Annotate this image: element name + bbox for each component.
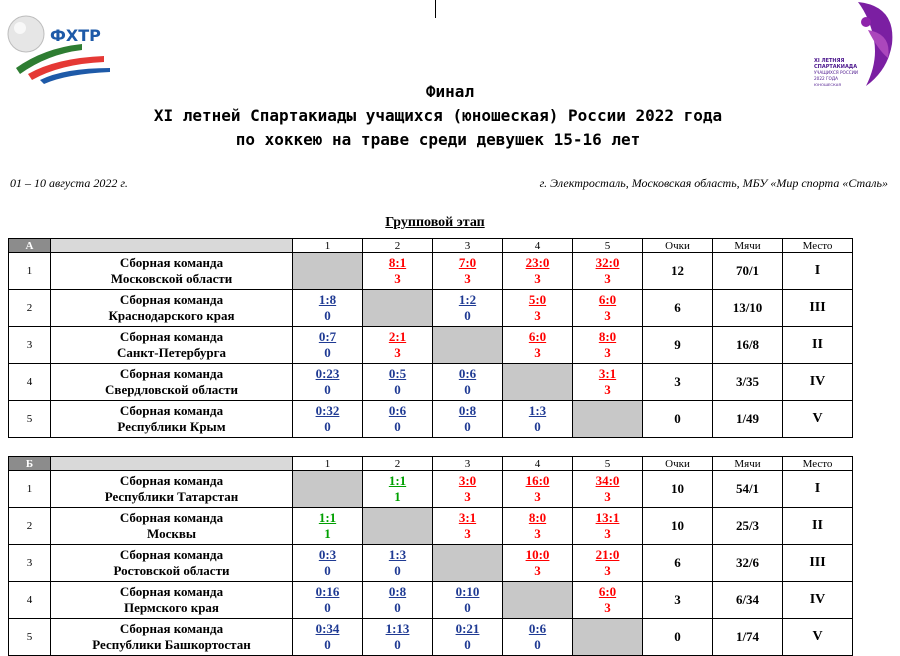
match-points: 0 (394, 600, 401, 615)
match-score: 0:5 (388, 366, 407, 381)
row-number: 2 (9, 290, 51, 327)
match-result-cell (293, 508, 363, 545)
match-score: 1:3 (528, 403, 547, 418)
stage-title: Групповой этап (385, 215, 485, 230)
match-result-cell (293, 545, 363, 582)
row-number: 2 (9, 508, 51, 545)
document-subtitle: XI летней Спартакиады учащихся (юношеская) России 2022 года (153, 106, 723, 125)
column-header: Мячи (713, 457, 783, 471)
final-place: I (783, 471, 853, 508)
match-score: 21:0 (595, 547, 620, 562)
match-points: 3 (534, 563, 541, 578)
team-name (51, 401, 293, 438)
final-place: IV (783, 364, 853, 401)
table-row (9, 401, 853, 438)
match-score: 0:7 (318, 329, 337, 344)
match-result-cell (293, 619, 363, 656)
match-result-cell (503, 619, 573, 656)
match-points: 1 (394, 489, 401, 504)
column-header: 3 (433, 239, 503, 253)
column-header: Очки (643, 239, 713, 253)
final-place: V (783, 619, 853, 656)
match-result-cell (433, 290, 503, 327)
self-match-cell (433, 327, 503, 364)
match-result-cell (363, 619, 433, 656)
spartakiad-logo-line-3: УЧАЩИХСЯ РОССИИ (814, 70, 858, 75)
team-name-line-2: Свердловской области (105, 382, 238, 397)
final-place: II (783, 327, 853, 364)
self-match-cell (363, 508, 433, 545)
match-points: 0 (394, 563, 401, 578)
team-name-line-1: Сборная команда (119, 547, 224, 562)
match-score: 0:10 (455, 584, 480, 599)
match-points: 3 (604, 308, 611, 323)
self-match-cell (573, 401, 643, 438)
event-dates: 01 – 10 августа 2022 г. (10, 176, 128, 190)
final-place: III (783, 545, 853, 582)
total-points: 10 (643, 471, 713, 508)
total-points: 9 (643, 327, 713, 364)
team-name-line-2: Ростовской области (113, 563, 230, 578)
match-points: 0 (324, 637, 331, 652)
column-header: 4 (503, 457, 573, 471)
match-score: 8:0 (598, 329, 617, 344)
self-match-cell (503, 364, 573, 401)
match-points: 0 (534, 637, 541, 652)
final-place: II (783, 508, 853, 545)
column-header: Место (783, 239, 853, 253)
match-points: 0 (464, 419, 471, 434)
match-points: 0 (324, 382, 331, 397)
self-match-cell (433, 545, 503, 582)
team-name-line-1: Сборная команда (119, 473, 224, 488)
match-score: 6:0 (528, 329, 547, 344)
match-points: 0 (324, 563, 331, 578)
match-result-cell (363, 253, 433, 290)
match-points: 3 (604, 382, 611, 397)
match-result-cell (363, 471, 433, 508)
team-name (51, 290, 293, 327)
match-score: 8:0 (528, 510, 547, 525)
row-number: 4 (9, 582, 51, 619)
match-points: 0 (394, 637, 401, 652)
team-name-line-1: Сборная команда (119, 366, 224, 381)
goals-ratio: 32/6 (713, 545, 783, 582)
match-score: 5:0 (528, 292, 547, 307)
match-points: 3 (464, 526, 471, 541)
team-name-line-1: Сборная команда (119, 510, 224, 525)
match-result-cell (433, 619, 503, 656)
table-row (9, 582, 853, 619)
match-points: 3 (394, 271, 401, 286)
match-score: 7:0 (458, 255, 477, 270)
match-points: 0 (534, 419, 541, 434)
match-result-cell (433, 508, 503, 545)
match-points: 3 (534, 271, 541, 286)
match-result-cell (433, 582, 503, 619)
group-label: А (9, 239, 51, 253)
row-number: 3 (9, 545, 51, 582)
match-score: 0:6 (528, 621, 547, 636)
match-points: 3 (604, 271, 611, 286)
match-points: 0 (394, 419, 401, 434)
team-name (51, 253, 293, 290)
self-match-cell (293, 253, 363, 290)
match-points: 3 (604, 600, 611, 615)
column-header: 2 (363, 457, 433, 471)
match-result-cell (573, 471, 643, 508)
match-score: 13:1 (595, 510, 620, 525)
document-title: Финал (425, 82, 475, 101)
goals-ratio: 13/10 (713, 290, 783, 327)
table-row (9, 364, 853, 401)
match-result-cell (363, 401, 433, 438)
team-name-line-1: Сборная команда (119, 621, 224, 636)
column-header: Очки (643, 457, 713, 471)
team-name-line-2: Республики Крым (117, 419, 226, 434)
match-score: 1:2 (458, 292, 477, 307)
table-row (9, 253, 853, 290)
total-points: 0 (643, 401, 713, 438)
spartakiad-logo-line-5: ЮНОШЕСКАЯ (814, 82, 841, 87)
match-points: 3 (464, 489, 471, 504)
group-a-table (8, 238, 853, 438)
match-score: 3:0 (458, 473, 477, 488)
team-name-line-2: Краснодарского края (108, 308, 235, 323)
team-name (51, 582, 293, 619)
match-score: 1:13 (385, 621, 410, 636)
match-result-cell (503, 290, 573, 327)
table-row (9, 619, 853, 656)
match-result-cell (503, 545, 573, 582)
match-score: 1:3 (388, 547, 407, 562)
goals-ratio: 1/74 (713, 619, 783, 656)
match-result-cell (293, 290, 363, 327)
fhtr-logo (4, 14, 124, 84)
match-result-cell (363, 582, 433, 619)
row-number: 1 (9, 471, 51, 508)
team-name (51, 545, 293, 582)
match-points: 0 (394, 382, 401, 397)
match-score: 1:1 (388, 473, 407, 488)
team-name-line-1: Сборная команда (119, 584, 224, 599)
table-row (9, 290, 853, 327)
table-row (9, 327, 853, 364)
match-score: 3:1 (598, 366, 617, 381)
row-number: 1 (9, 253, 51, 290)
team-name (51, 327, 293, 364)
match-result-cell (433, 364, 503, 401)
match-score: 0:32 (315, 403, 340, 418)
match-points: 0 (464, 600, 471, 615)
row-number: 5 (9, 401, 51, 438)
match-result-cell (363, 364, 433, 401)
match-result-cell (503, 401, 573, 438)
match-points: 1 (324, 526, 331, 541)
match-result-cell (433, 471, 503, 508)
self-match-cell (363, 290, 433, 327)
team-name-line-2: Республики Башкортостан (92, 637, 251, 652)
match-score: 16:0 (525, 473, 550, 488)
match-points: 3 (604, 563, 611, 578)
match-score: 0:21 (455, 621, 480, 636)
document-subtitle-2: по хоккею на траве среди девушек 15-16 лет (235, 130, 641, 149)
table-row (9, 508, 853, 545)
top-divider (435, 0, 436, 18)
fhtr-logo-text: ФХТР (50, 26, 101, 45)
match-score: 6:0 (598, 584, 617, 599)
team-name (51, 364, 293, 401)
total-points: 0 (643, 619, 713, 656)
match-result-cell (573, 508, 643, 545)
group-label: Б (9, 457, 51, 471)
match-points: 3 (534, 308, 541, 323)
goals-ratio: 16/8 (713, 327, 783, 364)
match-result-cell (363, 327, 433, 364)
row-number: 4 (9, 364, 51, 401)
match-result-cell (363, 545, 433, 582)
match-score: 8:1 (388, 255, 407, 270)
match-score: 0:3 (318, 547, 337, 562)
team-name-line-1: Сборная команда (119, 403, 224, 418)
match-score: 0:34 (315, 621, 340, 636)
total-points: 12 (643, 253, 713, 290)
total-points: 3 (643, 582, 713, 619)
match-result-cell (573, 327, 643, 364)
match-score: 0:16 (315, 584, 340, 599)
column-header: 5 (573, 457, 643, 471)
row-number: 5 (9, 619, 51, 656)
spartakiad-logo-line-2: СПАРТАКИАДА (814, 64, 858, 70)
goals-ratio: 70/1 (713, 253, 783, 290)
team-name-line-2: Республики Татарстан (104, 489, 239, 504)
column-header: 2 (363, 239, 433, 253)
final-place: I (783, 253, 853, 290)
column-header: Место (783, 457, 853, 471)
match-result-cell (503, 508, 573, 545)
match-score: 1:1 (318, 510, 337, 525)
match-result-cell (503, 253, 573, 290)
final-place: IV (783, 582, 853, 619)
column-header: 4 (503, 239, 573, 253)
match-points: 0 (464, 308, 471, 323)
goals-ratio: 6/34 (713, 582, 783, 619)
match-result-cell (503, 471, 573, 508)
match-score: 32:0 (595, 255, 620, 270)
final-place: V (783, 401, 853, 438)
goals-ratio: 25/3 (713, 508, 783, 545)
match-score: 0:6 (458, 366, 477, 381)
team-name-line-1: Сборная команда (119, 255, 224, 270)
team-name-line-2: Пермского края (124, 600, 219, 615)
total-points: 6 (643, 290, 713, 327)
team-name (51, 508, 293, 545)
match-points: 3 (464, 271, 471, 286)
match-result-cell (293, 582, 363, 619)
goals-ratio: 1/49 (713, 401, 783, 438)
self-match-cell (293, 471, 363, 508)
match-points: 3 (394, 345, 401, 360)
match-result-cell (293, 327, 363, 364)
total-points: 3 (643, 364, 713, 401)
match-result-cell (433, 401, 503, 438)
match-result-cell (433, 253, 503, 290)
match-points: 3 (604, 345, 611, 360)
match-result-cell (573, 290, 643, 327)
match-score: 0:8 (388, 584, 407, 599)
event-location: г. Электросталь, Московская область, МБУ «Мир спорта «Сталь» (539, 176, 888, 190)
match-score: 0:8 (458, 403, 477, 418)
match-result-cell (573, 582, 643, 619)
team-name-line-2: Москвы (146, 526, 197, 541)
match-score: 0:6 (388, 403, 407, 418)
spartakiad-logo-line-1: XI ЛЕТНЯЯ (814, 58, 845, 64)
match-result-cell (293, 401, 363, 438)
group-b-table (8, 456, 853, 656)
table-row (9, 471, 853, 508)
column-header: Мячи (713, 239, 783, 253)
team-name-line-2: Санкт-Петербурга (117, 345, 226, 360)
match-points: 3 (534, 345, 541, 360)
match-points: 0 (324, 600, 331, 615)
match-score: 3:1 (458, 510, 477, 525)
team-name-line-1: Сборная команда (119, 329, 224, 344)
team-name (51, 471, 293, 508)
match-points: 3 (534, 489, 541, 504)
self-match-cell (573, 619, 643, 656)
match-points: 0 (324, 345, 331, 360)
match-score: 10:0 (525, 547, 550, 562)
table-row (9, 545, 853, 582)
header-blank (51, 239, 293, 253)
match-points: 0 (464, 382, 471, 397)
final-place: III (783, 290, 853, 327)
column-header: 1 (293, 457, 363, 471)
match-score: 6:0 (598, 292, 617, 307)
goals-ratio: 54/1 (713, 471, 783, 508)
match-points: 0 (324, 419, 331, 434)
goals-ratio: 3/35 (713, 364, 783, 401)
match-points: 3 (604, 489, 611, 504)
match-score: 0:23 (315, 366, 340, 381)
total-points: 6 (643, 545, 713, 582)
self-match-cell (503, 582, 573, 619)
team-name-line-2: Московской области (110, 271, 233, 286)
match-result-cell (293, 364, 363, 401)
column-header: 1 (293, 239, 363, 253)
match-points: 3 (604, 526, 611, 541)
match-score: 2:1 (388, 329, 407, 344)
team-name-line-1: Сборная команда (119, 292, 224, 307)
match-score: 1:8 (318, 292, 337, 307)
match-result-cell (573, 364, 643, 401)
row-number: 3 (9, 327, 51, 364)
match-result-cell (503, 327, 573, 364)
match-result-cell (573, 253, 643, 290)
team-name (51, 619, 293, 656)
match-points: 0 (324, 308, 331, 323)
total-points: 10 (643, 508, 713, 545)
header-blank (51, 457, 293, 471)
match-score: 34:0 (595, 473, 620, 488)
column-header: 5 (573, 239, 643, 253)
match-result-cell (573, 545, 643, 582)
spartakiad-logo-line-4: 2022 ГОДА (814, 76, 838, 81)
match-points: 3 (534, 526, 541, 541)
match-score: 23:0 (525, 255, 550, 270)
column-header: 3 (433, 457, 503, 471)
match-points: 0 (464, 637, 471, 652)
